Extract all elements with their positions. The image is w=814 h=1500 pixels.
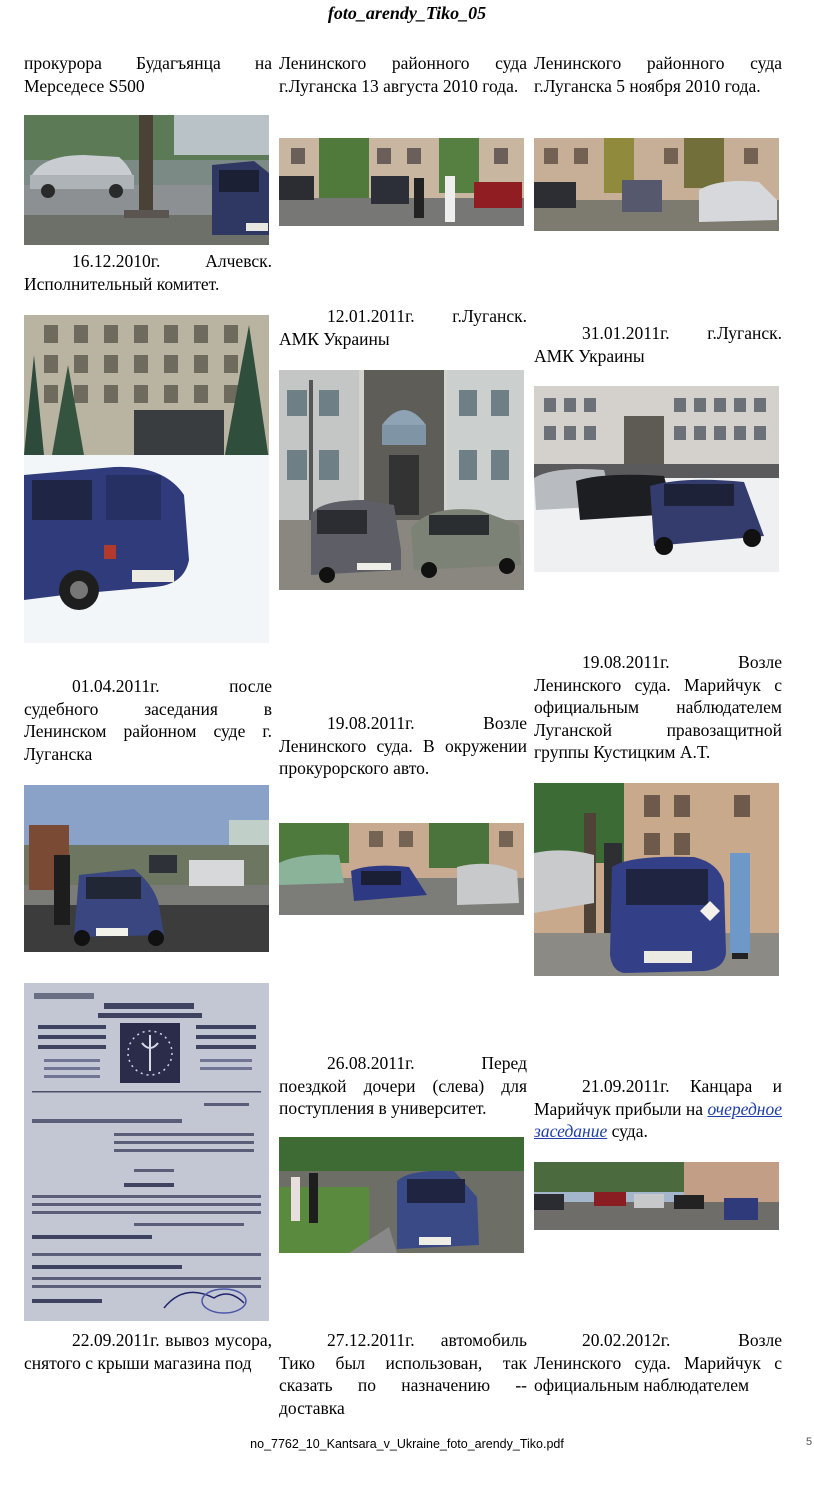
page-number: 5 — [806, 1436, 813, 1448]
caption-c3-5: 20.02.2012г. Возле Ленинского суда. Марийчук с официальным наблюдателем — [534, 1330, 782, 1395]
caption-c1-1: прокурора Будагъянца на Мерседесе S500 — [24, 53, 272, 96]
caption-c2-2: 12.01.2011г. г.Луганск. АМК Украины — [279, 306, 527, 349]
daughter-trip-park-photo — [279, 1137, 524, 1253]
amk-ukraine-building-entrance-photo — [279, 370, 524, 590]
amk-ukraine-parking-winter-photo — [534, 386, 779, 572]
leninsky-court-aug-2010-photo — [279, 138, 524, 226]
after-court-session-street-photo — [24, 785, 269, 952]
alchevsk-executive-committee-winter-photo — [24, 315, 269, 643]
caption-c3-4-text-b: суда. — [607, 1121, 648, 1141]
page-title: foto_arendy_Tiko_05 — [327, 3, 487, 23]
caption-c2-4: 26.08.2011г. Перед поездкой дочери (слева) для поступления в университет. — [279, 1053, 527, 1118]
mercedes-street-photo — [24, 115, 269, 245]
caption-c1-2: 16.12.2010г. Алчевск. Исполнительный комитет. — [24, 251, 272, 294]
caption-c3-1: Ленинского районного суда г.Луганска 5 ноября 2010 года. — [534, 53, 782, 96]
caption-c2-1: Ленинского районного суда г.Луганска 13 августа 2010 года. — [279, 53, 527, 96]
footer-filename: no_7762_10_Kantsara_v_Ukraine_foto_arendy_Tiko.pdf — [250, 1437, 564, 1451]
caption-c1-3: 01.04.2011г. после судебного заседания в Ленинском районном суде г. Луганска — [24, 676, 272, 764]
caption-c3-4-text-a: 21.09.2011г. Канцара и Марийчук прибыли на — [534, 1076, 782, 1119]
leninsky-court-prosecutor-cars-photo — [279, 823, 524, 915]
caption-c3-3: 19.08.2011г. Возле Ленинского суда. Марийчук с официальным наблюдателем Луганской правозащитной группы Кустицким А.Т. — [534, 652, 782, 762]
caption-c3-2: 31.01.2011г. г.Луганск. АМК Украины — [534, 323, 782, 366]
caption-c1-5: 22.09.2011г. вывоз мусора, снятого с крыши магазина под — [24, 1330, 272, 1373]
court-session-street-photo — [534, 1162, 779, 1230]
leninsky-court-nov-2010-photo — [534, 138, 779, 231]
public-organization-document-scan — [24, 983, 269, 1321]
observer-with-tico-photo — [534, 783, 779, 976]
caption-c2-5: 27.12.2011г. автомобиль Тико был использован, так сказать по назначению -- доставка — [279, 1330, 527, 1418]
caption-c3-4 — [534, 1075, 782, 1143]
caption-c2-3: 19.08.2011г. Возле Ленинского суда. В окружении прокурорского авто. — [279, 713, 527, 778]
next-session-link[interactable]: очередное заседание — [534, 1098, 782, 1141]
